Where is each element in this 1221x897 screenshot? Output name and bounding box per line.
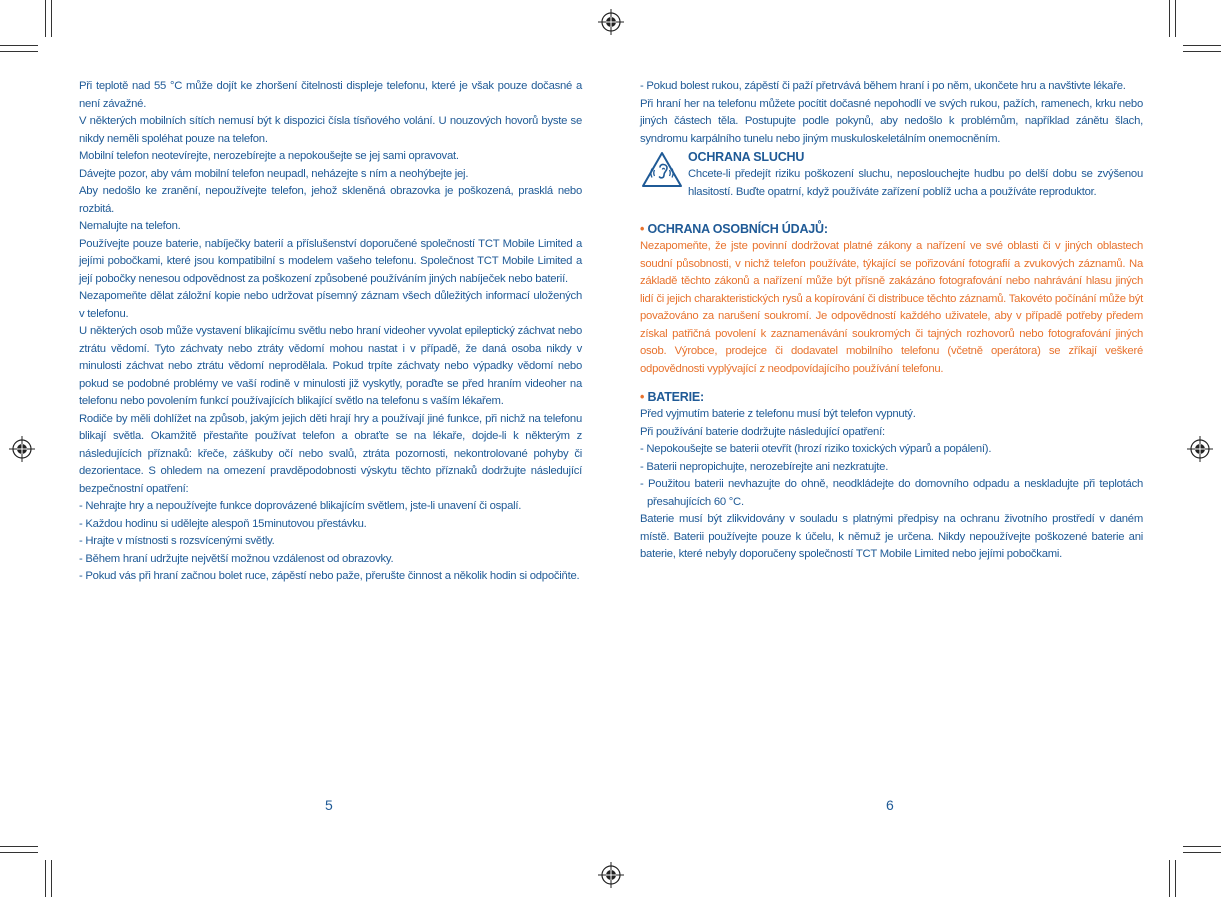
registration-mark-bottom-icon <box>598 862 624 888</box>
registration-mark-right-icon <box>1187 436 1213 462</box>
page-number-right: 6 <box>886 797 894 813</box>
paragraph: Nezapomeňte dělat záložní kopie nebo udržovat písemný záznam všech důležitých informací uložených v telefonu. <box>79 290 582 320</box>
list-item: - Hrajte v místnosti s rozsvícenými světly. <box>79 535 275 547</box>
privacy-text: Nezapomeňte, že jste povinní dodržovat platné zákony a nařízení ve své oblasti či v jiných oblastech soudní působnosti, v nichž telefon používáte, týkající se pořizování fotografií a zvukových záznamů. Na základě těchto zákonů a nařízení může být přísně zakázáno fotografování nebo nahrávání hlasu jiných lidí či jejich charakteristických rysů a kopírování či distribuce těchto záznamů. Takovéto počínání může být považováno za narušení soukromí. Je odpovědností každého uživatele, aby v případě potřeby předem získal patřičná povolení k zaznamenávání soukromých či tajných rozhovorů nebo fotografování jiných osob. Výrobce, prodejce či dodavatel mobilního telefonu (včetně operátora) se zříkají veškeré odpovědnosti vyplývající z neodpovídajícího používání telefonu. <box>640 240 1143 375</box>
paragraph: Před vyjmutím baterie z telefonu musí být telefon vypnutý. <box>640 408 916 420</box>
hearing-title: OCHRANA SLUCHU <box>688 150 805 164</box>
paragraph: Při hraní her na telefonu můžete pocítit dočasné nepohodlí ve svých rukou, pažích, ramenech, krku nebo jiných částech těla. Postupujte podle pokynů, aby nedošlo k problémům, například zánětu šlach, syndromu karpálního tunelu nebo jiným muskuloskeletálním onemocněním. <box>640 97 1143 145</box>
bullet-dot: • <box>640 222 645 236</box>
battery-title <box>640 388 1143 406</box>
paragraph: Nemalujte na telefon. <box>79 220 181 232</box>
hearing-text: Chcete-li předejít riziku poškození sluchu, neposlouchejte hudbu po delší dobu se zvýšenou hlasitostí. Buďte opatrní, když používáte zařízení poblíž ucha a používáte reproduktor. <box>688 168 1143 198</box>
bullet-dot: • <box>640 390 645 404</box>
list-item: - Baterii nepropichujte, nerozebírejte ani nezkratujte. <box>640 460 889 473</box>
paragraph: U některých osob může vystavení blikajícímu světlu nebo hraní videoher vyvolat epileptický záchvat nebo ztrátu vědomí. Tyto záchvaty nebo ztráty vědomí mohou nastat i v případě, že daná osoba nikdy v minulosti záchvat nebo ztrátu vědomí neprodělala. Pokud trpíte záchvaty nebo výpadky vědomí nebo pokud se podobné problémy ve vaší rodině v minulosti již vyskytly, poraďte se před hraním videoher na telefonu nebo povolením funkcí používajících blikající světlo na telefonu s vaším lékařem. <box>79 325 582 407</box>
right-page <box>640 78 1143 564</box>
list-item: - Nehrajte hry a nepoužívejte funkce doprovázené blikajícím světlem, jste-li unavení či ospalí. <box>79 500 522 512</box>
list-item: - Nepokoušejte se baterii otevřít (hrozí riziko toxických výparů a popálení). <box>640 443 992 455</box>
list-item: - Během hraní udržujte největší možnou vzdálenost od obrazovky. <box>79 552 394 565</box>
paragraph: Aby nedošlo ke zranění, nepoužívejte telefon, jehož skleněná obrazovka je poškozená, prasklá nebo rozbitá. <box>79 185 582 215</box>
hearing-section <box>640 148 1143 201</box>
paragraph: Při používání baterie dodržujte následující opatření: <box>640 425 885 438</box>
list-item: - Použitou baterii nevhazujte do ohně, neodkládejte do domovního odpadu a neskladujte při teplotách přesahujících 60 °C. <box>640 478 1143 508</box>
registration-mark-top-icon <box>598 9 624 35</box>
page-number-left: 5 <box>325 797 333 813</box>
paragraph: V některých mobilních sítích nemusí být k dispozici čísla tísňového volání. U nouzových hovorů byste se nikdy neměli spoléhat pouze na telefon. <box>79 115 582 145</box>
paragraph: Baterie musí být zlikvidovány v souladu s platnými předpisy na ochranu životního prostředí v daném místě. Baterii používejte pouze k účelu, k němuž je určena. Nikdy nepoužívejte poškozené baterie ani baterie, které nebyly doporučeny společností TCT Mobile Limited nebo jejími pobočkami. <box>640 513 1143 560</box>
hearing-warning-icon <box>640 150 684 190</box>
paragraph: Při teplotě nad 55 °C může dojít ke zhoršení čitelnosti displeje telefonu, které je však pouze dočasné a není závažné. <box>79 80 582 110</box>
list-item: - Každou hodinu si udělejte alespoň 15minutovou přestávku. <box>79 517 367 530</box>
privacy-title-text: OCHRANA OSOBNÍCH ÚDAJŮ: <box>647 222 828 236</box>
left-page <box>79 78 582 586</box>
battery-title-text: BATERIE: <box>647 390 704 404</box>
paragraph: Rodiče by měli dohlížet na způsob, jakým jejich děti hrají hry a používají jiné funkce, při nichž na telefonu blikají světla. Okamžitě přestaňte používat telefon a obraťte se na lékaře, dojde-li k některým z následujících příznaků: křeče, záškuby očí nebo svalů, ztráta pozornosti, nekontrolované pohyby či dezorientace. S ohledem na omezení pravděpodobnosti výskytu těchto příznaků dodržujte následující bezpečnostní opatření: <box>79 412 582 495</box>
privacy-title <box>640 220 1143 238</box>
registration-mark-left-icon <box>9 436 35 462</box>
list-item: - Pokud vás při hraní začnou bolet ruce, zápěstí nebo paže, přerušte činnost a několik hodin si odpočiňte. <box>79 570 580 582</box>
paragraph: Používejte pouze baterie, nabíječky baterií a příslušenství doporučené společností TCT Mobile Limited a jejími pobočkami, které jsou kompatibilní s modelem vašeho telefonu. Společnost TCT Mobile Limited a její pobočky nenesou odpovědnost za poškození způsobené používáním jiných nabíječek nebo baterií. <box>79 237 582 285</box>
paragraph: Mobilní telefon neotevírejte, nerozebírejte a nepokoušejte se jej sami opravovat. <box>79 150 459 162</box>
list-item: - Pokud bolest rukou, zápěstí či paží přetrvává během hraní i po něm, ukončete hru a navštivte lékaře. <box>640 80 1126 92</box>
paragraph: Dávejte pozor, aby vám mobilní telefon neupadl, neházejte s ním a neohýbejte jej. <box>79 167 469 180</box>
